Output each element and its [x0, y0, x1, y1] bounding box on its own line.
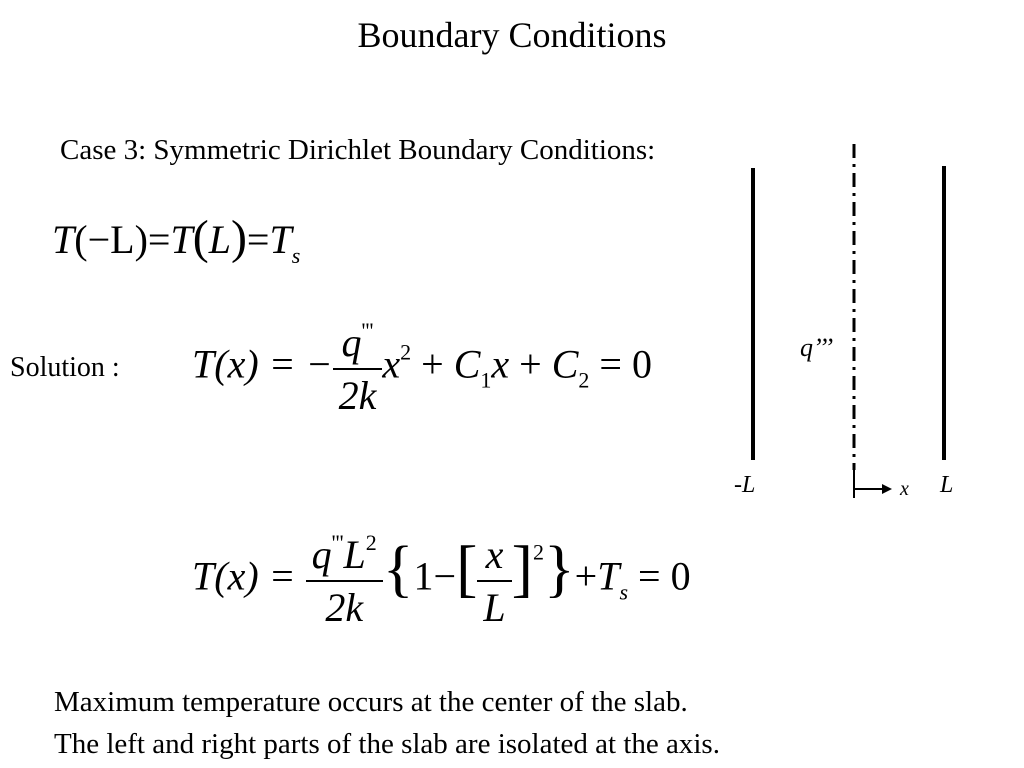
general-c1: C [453, 341, 481, 387]
bc-t2: T [170, 217, 193, 262]
general-lhs: T(x) = − [192, 341, 333, 387]
general-prime: ''' [361, 318, 374, 343]
particular-lhs: T(x) = [192, 553, 296, 599]
left-boundary-label: -L [734, 472, 756, 498]
general-x2: x [491, 341, 510, 387]
particular-rbrace: } [543, 532, 575, 604]
particular-fraction [306, 530, 383, 631]
bc-lparen: ( [192, 211, 209, 264]
particular-lbrace: { [382, 532, 414, 604]
x-axis-arrowhead [882, 484, 892, 494]
bc-t: T [52, 217, 75, 262]
particular-plus: + [574, 553, 598, 599]
particular-den: 2k [306, 580, 383, 631]
particular-l: L [343, 532, 366, 577]
general-c2: C [551, 341, 579, 387]
note-isolated-parts: The left and right parts of the slab are isolated at the axis. [54, 728, 720, 760]
particular-rhs: = 0 [638, 553, 691, 599]
particular-prime: ''' [331, 530, 344, 555]
general-num-q: q [341, 320, 362, 365]
particular-rbracket: ] [511, 532, 533, 604]
heat-source-label: q’’’ [800, 333, 834, 362]
bc-equals-2: = [246, 217, 270, 262]
general-plus-1: + [411, 341, 454, 387]
particular-solution-equation [192, 530, 691, 631]
particular-q: q [311, 532, 332, 577]
general-solution-equation [192, 318, 652, 419]
particular-x-over-l [477, 531, 511, 631]
particular-one-minus: 1− [413, 553, 457, 599]
slab-diagram [720, 140, 980, 510]
particular-square: 2 [532, 539, 544, 565]
general-plus-2: + [509, 341, 552, 387]
boundary-condition-equation [52, 210, 300, 269]
general-fraction [333, 318, 383, 419]
particular-power: 2 [365, 530, 377, 555]
slide-title: Boundary Conditions [357, 15, 667, 55]
bc-l: L [208, 217, 231, 262]
bc-minus-l: (−L) [74, 217, 148, 262]
particular-lbracket: [ [456, 532, 478, 604]
particular-sub-s: s [619, 579, 629, 605]
general-sub-2: 2 [578, 367, 590, 393]
particular-x: x [485, 531, 504, 577]
particular-t: T [597, 553, 620, 599]
x-axis-label: x [900, 478, 909, 500]
bc-equals-1: = [147, 217, 171, 262]
bc-t3: T [269, 217, 292, 262]
general-x: x [382, 341, 401, 387]
particular-l2: L [477, 580, 511, 631]
bc-rparen: ) [230, 211, 247, 264]
general-rhs: = 0 [589, 341, 652, 387]
general-power: 2 [400, 339, 412, 365]
note-max-temperature: Maximum temperature occurs at the center of the slab. [54, 686, 688, 718]
case-heading: Case 3: Symmetric Dirichlet Boundary Conditions: [60, 134, 656, 166]
general-den: 2k [333, 368, 383, 419]
solution-label: Solution : [10, 352, 120, 383]
right-boundary-label: L [940, 472, 954, 498]
bc-subscript-s: s [291, 243, 301, 268]
general-sub-1: 1 [480, 367, 492, 393]
